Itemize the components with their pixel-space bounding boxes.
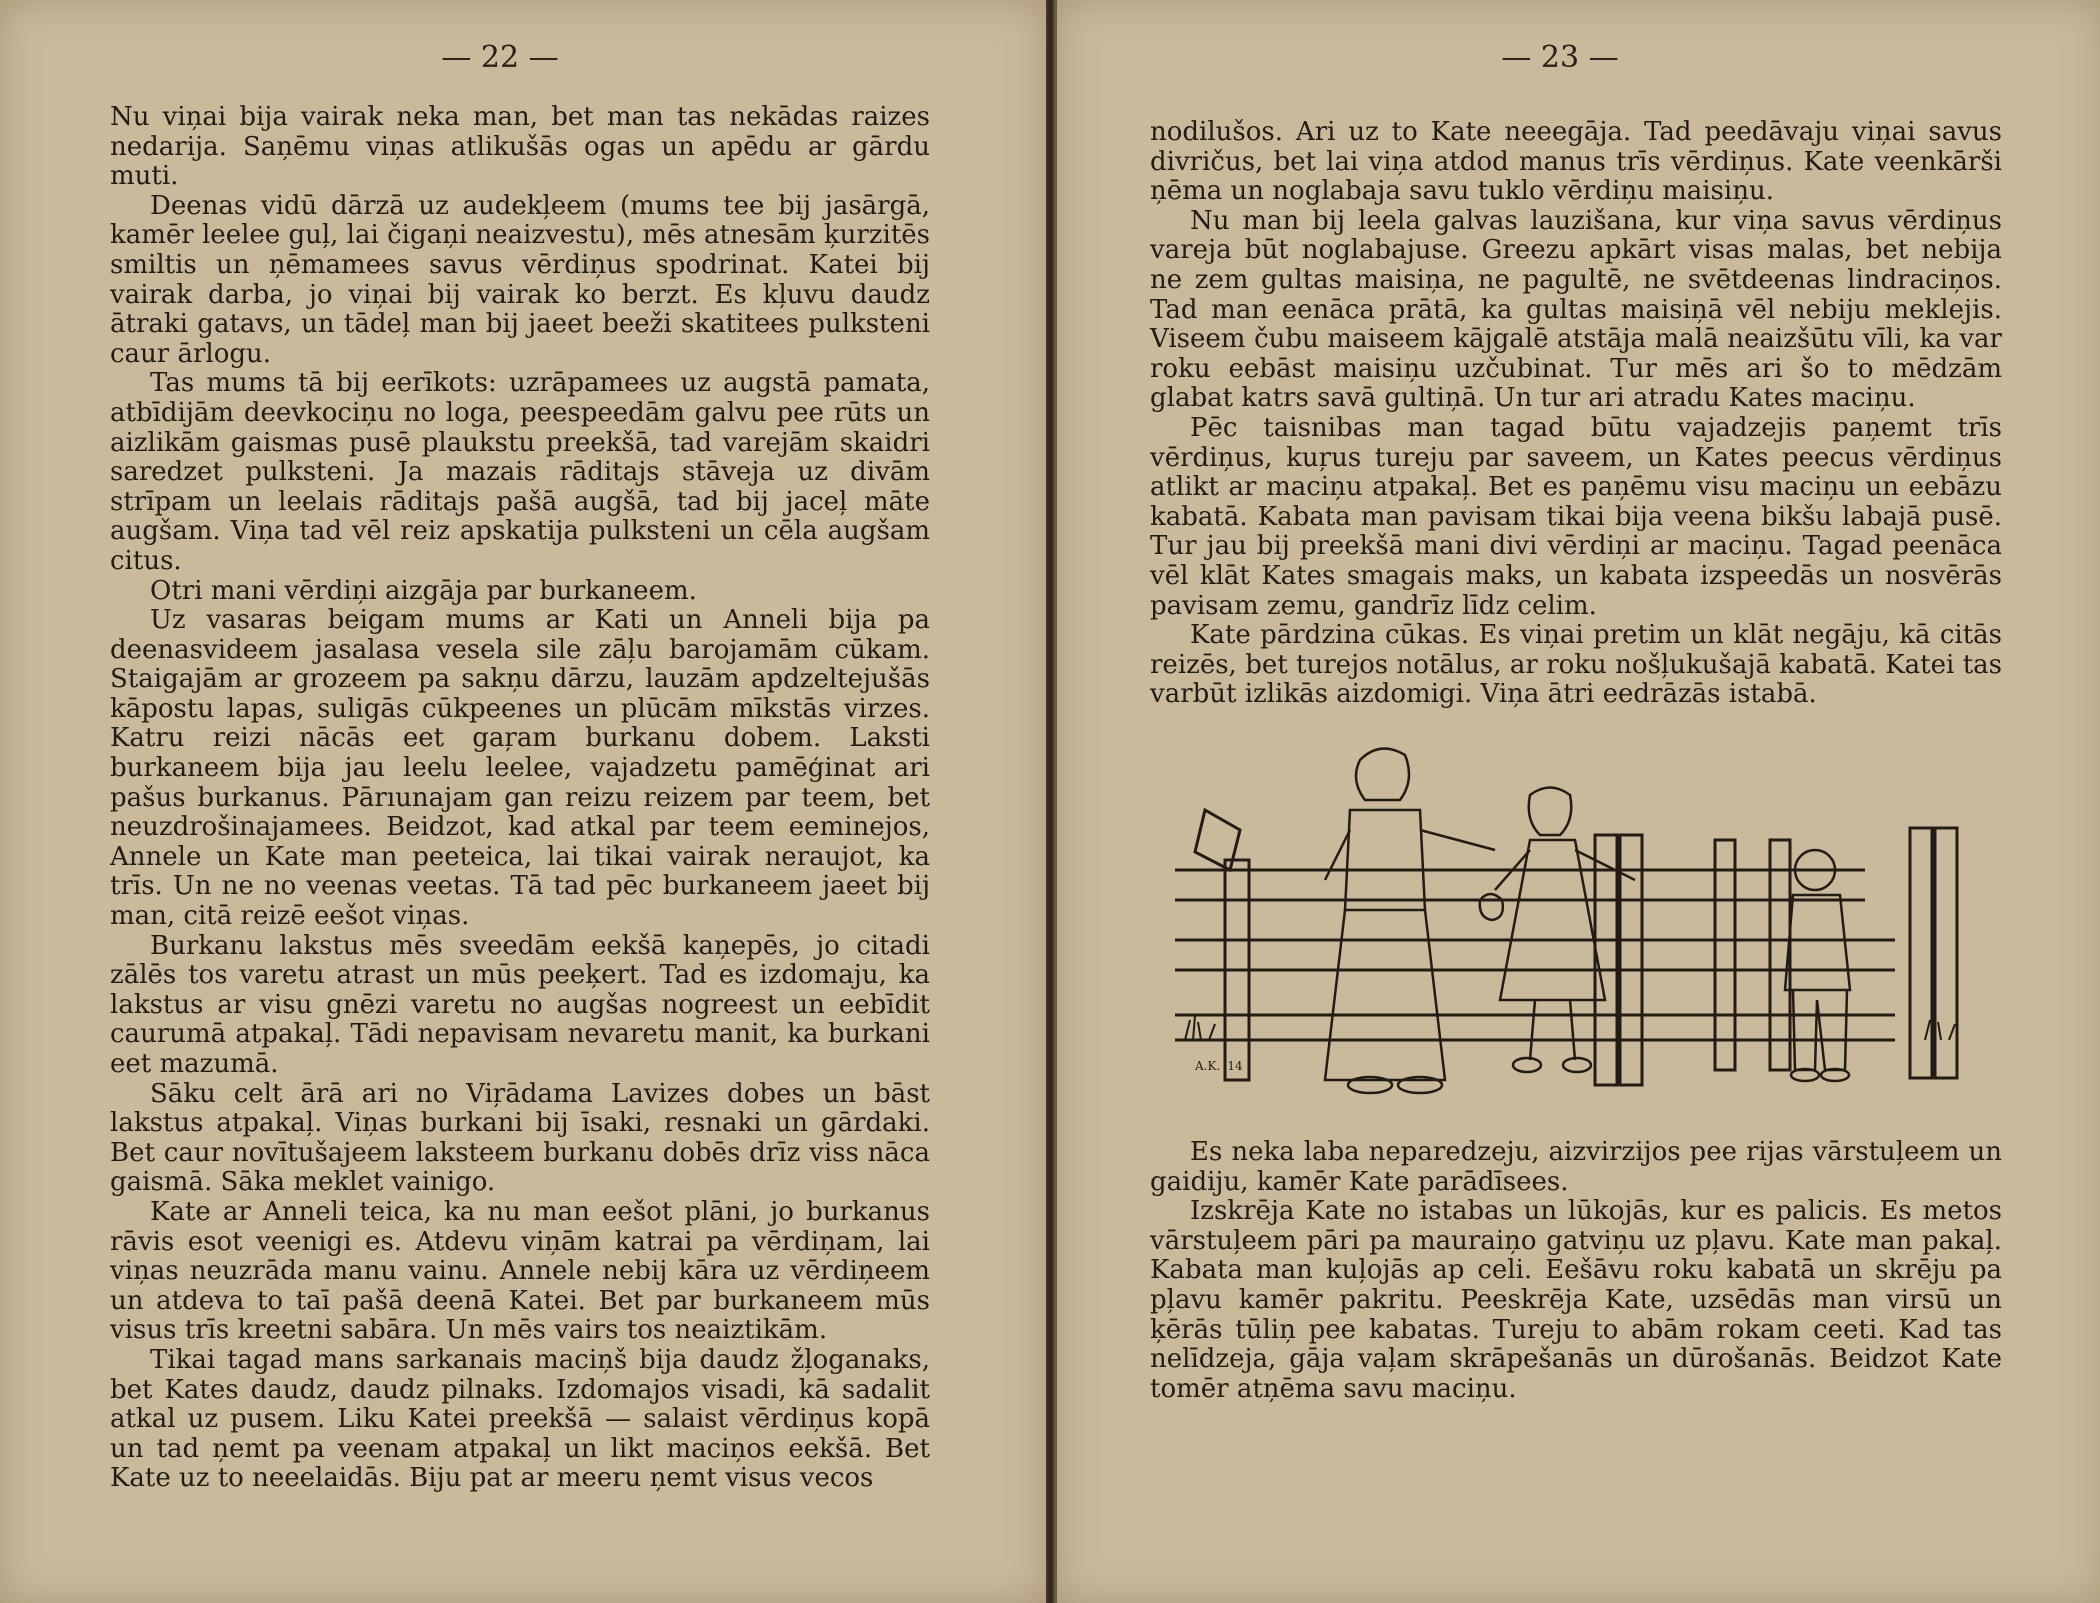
paragraph: Izskrēja Kate no istabas un lūkojās, kur es palicis. Es metos vārstuļeem pāri pa mauraiņo gatviņu uz pļavu. Kate man pakaļ. Kabata man kuļojās ap celi. Eešāvu roku kabatā un skrēju pa pļavu kamēr pakritu. Peeskrēja Kate, uzsēdās man virsū un ķērās tūliņ pee kabatas. Tureju to abām rokam ceeti. Kad tas nelīdzeja, gāja vaļam skrāpešanās un dūrošanās. Beidzot Kate tomēr atņēma savu maciņu. [1150,1196,2002,1404]
fence [1175,810,1957,1085]
paragraph: Uz vasaras beigam mums ar Kati un Anneli bija pa deenasvideem jasalasa vesela sile zāļu barojamām cūkam. Staigajām ar grozeem pa sakņu dārzu, lauzām apdzeltejušās kāpostu lapas, suligās cūkpeenes un plūcām mīkstās virzes. Katru reizi nācās eet gaŗam burkanu dobem. Laksti burkaneem bija jau leelu leelee, vajadzetu pamēģinat ari pašus burkanus. Pārıunajam gan reizu reizem par teem, bet neuzdrošinajamees. Beidzot, kad atkal par teem eeminejos, Annele un Kate man peeteica, lai tikai vairak neraujot, ka trīs. Un ne no veenas veetas. Tā tad pēc burkaneem jaeet bij man, citā reizē eešot viņas. [110,605,930,932]
paragraph: Tikai tagad mans sarkanais maciņš bija daudz žļoganaks, bet Kates daudz, daudz pilnaks. Izdomajos visadi, kā sadalit atkal uz pusem. Liku Katei preekšā — salaist vērdiņus kopā un tad ņemt pa veenam atpakaļ un likt maciņos eekšā. Bet Kate uz to neeelaidās. Biju pat ar meeru ņemt visus vecos [110,1344,930,1494]
paragraph: Kate pārdzina cūkas. Es viņai pretim un klāt negāju, kā citās reizēs, bet turejos notālus, ar roku nošļukušajā kabatā. Katei tas varbūt izlikās aizdomigi. Viņa ātri eedrāzās istabā. [1150,620,2002,710]
paragraph: Otri mani vērdiņi aizgāja par burkaneem. [150,575,697,606]
right-page-text-top [1150,118,2002,710]
paragraph: Tas mums tā bij eerīkots: uzrāpamees uz augstā pamata, atbīdijām deevkociņu no loga, peespeedām galvu pee rūts un aizlikām gaismas pusē plaukstu preekšā, tad varejām skaidri saredzet pulksteni. Ja mazais rāditajs stāveja uz divām strīpam un leelais rāditajs pašā augšā, tad bij jaceļ māte augšam. Viņa tad vēl reiz apskatija pulksteni un cēla augšam citus. [110,368,930,576]
paragraph: Es neka laba neparedzeju, aizvirzijos pee rijas vārstuļeem un gaidiju, kamēr Kate parādīsees. [1150,1137,2002,1197]
paragraph: Nu man bij leela galvas lauzišana, kur viņa savus vērdiņus vareja būt noglabajuse. Greezu apkārt visas malas, bet nebija ne zem gultas maisiņa, ne pagultē, ne svētdeenas lindraciņos. Tad man eenāca prātā, ka gultas maisiņā vēl nebiju meklejis. Viseem čubu maiseem kājgalē atstāja malā neaizšūtu vīli, ka var roku eebāst maisiņu uzčubinat. Tur mēs ari šo to mēdzām glabat katrs savā gultiņā. Un tur ari atradu Kates maciņu. [1150,205,2002,414]
paragraph: Sāku celt ārā ari no Viŗādama Lavizes dobes un bāst lakstus atpakaļ. Viņas burkani bij īsaki, resnaki un gārdaki. Bet caur novītušajeem laksteem burkanu dobēs drīz viss nāca gaismā. Sāka meklet vainigo. [110,1078,930,1198]
right-page-text-bottom [1150,1138,2002,1404]
grass [1185,1016,1955,1040]
paragraph: Kate ar Anneli teica, ka nu man eešot plāni, jo burkanus rāvis esot veenigi es. Atdevu viņām katrai pa vērdiņam, lai viņas neuzrāda manu vainu. Annele nebij kāra uz vērdiņeem un atdeva to taī pašā deenā Katei. Bet par burkaneem mūs visus trīs kreetni sabāra. Un mēs vairs tos neaiztikām. [110,1196,930,1346]
book-gutter [1046,0,1054,1603]
paragraph: nodilušos. Ari uz to Kate neeegāja. Tad peedāvaju viņai savus divričus, bet lai viņa atdod manus trīs vērdiņus. Kate veenkārši ņēma un noglabaja savu tuklo vērdiņu maisiņu. [1150,117,2002,207]
paragraph: Nu viņai bija vairak neka man, bet man tas nekādas raizes nedarija. Saņēmu viņas atlikušās ogas un apēdu ar gārdu muti. [110,102,930,192]
left-page-number: — 22 — [441,40,559,75]
boy-figure [1785,850,1850,1081]
right-page-number: — 23 — [1501,40,1619,75]
paragraph: Pēc taisnibas man tagad būtu vajadzejis paņemt trīs vērdiņus, kuŗus tureju par saveem, un Kates peecus vērdiņus atlikt ar maciņu atpakaļ. Bet es paņēmu visu maciņu un eebāzu kabatā. Kabata man pavisam tikai bija veena bikšu labajā pusē. Tur jau bij preekšā mani divi vērdiņi ar maciņu. Tagad peenāca vēl klāt Kates smagais maks, un kabata izspeedās un nosvērās pavisam zemu, gandrīz līdz celim. [1150,412,2002,621]
illustration-signature: A.K. '14 [1195,1059,1243,1073]
fence-illustration [1165,740,1985,1120]
left-page-text [110,103,930,1494]
paragraph: Deenas vidū dārzā uz audekļeem (mums tee bij jasārgā, kamēr leelee guļ, lai čigaņi neaizvestu), mēs atnesām ķurzitēs smiltis un ņēmamees savus vērdiņus spodrinat. Katei bij vairak darba, jo viņai bij vairak ko berzt. Es kļuvu daudz ātraki gatavs, un tādeļ man bij jaeet beeži skatitees pulksteni caur ārlogu. [110,190,930,369]
paragraph: Burkanu lakstus mēs sveedām eekšā kaņepēs, jo citadi zālēs tos varetu atrast un mūs peeķert. Tad es izdomaju, ka lakstus ar visu gnēzi varetu no augšas nogreest un eebīdit caurumā atpakaļ. Tādi nepavisam nevaretu manit, ka burkani eet mazumā. [110,930,930,1079]
girl-figure [1480,788,1635,1073]
